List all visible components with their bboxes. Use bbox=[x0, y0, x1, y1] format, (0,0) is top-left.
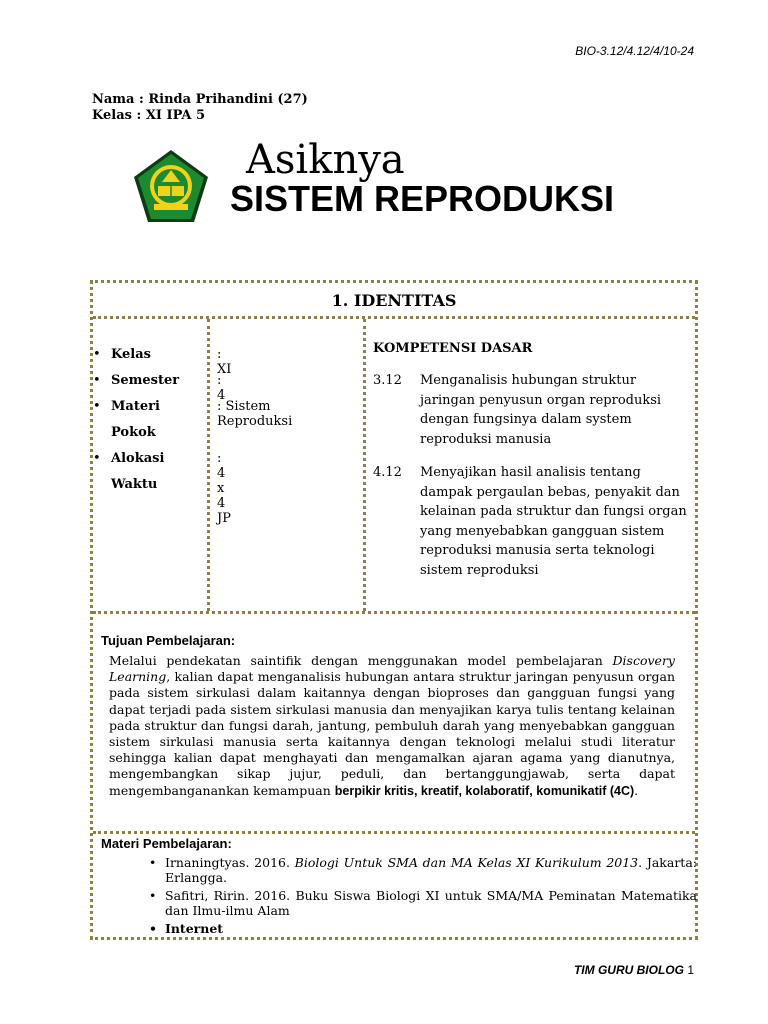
divider bbox=[93, 316, 695, 319]
title-line-2: SISTEM REPRODUKSI bbox=[230, 178, 615, 219]
meta-key: Semester bbox=[111, 373, 180, 388]
kompetensi-item bbox=[373, 463, 691, 580]
tujuan-paragraph: Melalui pendekatan saintifik dengan menggunakan model pembelajaran Discovery Learning, kalian dapat menganalisis hubungan antara struktur jaringan penyusun organ pada sistem sirkulasi dalam kaitannya dengan bioproses dan gangguan fungsi yang dapat terjadi pada sistem sirkulasi manusia dan menyajikan karya tulis tentang kelainan pada struktur dan fungsi darah, jantung, pembuluh darah yang menyebabkan gangguan sistem sirkulasi manusia serta kaitannya dengan teknologi melalui studi literatur sehingga kalian dapat menghayati dan mengamalkan ajaran agama yang dianutnya, mengembangkan sikap jujur, peduli, dan bertanggungjawab, serta dapat mengembanganankan kemampuan berpikir kritis, kreatif, kolaboratif, komunikatif (4C). bbox=[109, 653, 675, 798]
meta-value: : 4 bbox=[217, 373, 226, 403]
meta-key: Materi bbox=[111, 399, 160, 414]
meta-key: Kelas bbox=[111, 347, 151, 362]
section-title: 1. IDENTITAS bbox=[331, 291, 457, 310]
kompetensi-number: 3.12 bbox=[373, 373, 402, 388]
kemenag-logo-icon bbox=[132, 148, 210, 226]
meta-key: Alokasi bbox=[111, 451, 165, 466]
student-identity bbox=[92, 92, 308, 124]
page-footer bbox=[574, 963, 694, 977]
column-divider bbox=[363, 319, 366, 611]
list-item: • Internet bbox=[149, 921, 697, 936]
list-item: • Safitri, Ririn. 2016. Buku Siswa Biologi XI untuk SMA/MA Peminatan Matematika dan Ilmu-ilmu Alam bbox=[149, 888, 697, 918]
meta-value: : 4 x 4 JP bbox=[217, 451, 231, 526]
meta-value: : XI bbox=[217, 347, 232, 377]
kompetensi-text: Menyajikan hasil analisis tentang dampak pergaulan bebas, penyakit dan kelainan pada struktur dan fungsi organ yang menyebabkan gangguan sistem reproduksi manusia serta teknologi sistem reproduksi bbox=[420, 465, 687, 578]
content-frame: 1. IDENTITAS • Kelas : XI • Semester : 4 • Materi Pokok : Sistem Reproduksi • Alokasi Waktu : 4 x 4 JP KOMPETENSI DASAR 3.12 Menganalisis hubungan struktur jaringan penyusun organ reproduksi dengan fungsinya dalam system reproduksi manusia 4.12 Menyajikan hasil analisis tentang dampak pergaulan bebas, penyakit dan kelainan pada struktur dan fungsi organ yang menyebabkan gangguan sistem reproduksi manusia serta teknologi sistem reproduksi Tujuan Pembelajaran: Melalui pendekatan saintifik dengan menggunakan model pembelajaran Discovery Learning, kalian dapat menganalisis hubungan antara struktur jaringan penyusun organ pada sistem sirkulasi dalam kaitannya dengan bioproses dan gangguan fungsi yang dapat terjadi pada sistem sirkulasi manusia dan menyajikan karya tulis tentang kelainan pada struktur dan fungsi darah, jantung, pembuluh darah yang menyebabkan gangguan sistem sirkulasi manusia serta kaitannya dengan teknologi melalui studi literatur sehingga kalian dapat menghayati dan mengamalkan ajaran agama yang dianutnya, mengembangkan sikap jujur, peduli, dan bertanggungjawab, serta dapat mengembanganankan kemampuan berpikir kritis, kreatif, kolaboratif, komunikatif (4C). Materi Pembelajaran: • Irnaningtyas. 2016. Biologi Untuk SMA dan MA Kelas XI Kurikulum 2013. Jakarta: Erlangga. • Safitri, Ririn. 2016. Buku Siswa Biologi XI untuk SMA/MA Peminatan Matematika dan Ilmu-ilmu Alam • Internet bbox=[90, 280, 698, 940]
kompetensi-item bbox=[373, 371, 691, 449]
title-line-1: Asiknya bbox=[246, 137, 405, 183]
tujuan-heading: Tujuan Pembelajaran: bbox=[101, 633, 236, 648]
meta-value: : Sistem Reproduksi bbox=[217, 399, 293, 429]
kompetensi-number: 4.12 bbox=[373, 465, 402, 480]
list-item: • Irnaningtyas. 2016. Biologi Untuk SMA dan MA Kelas XI Kurikulum 2013. Jakarta: Erlangga. bbox=[149, 855, 697, 885]
materi-heading: Materi Pembelajaran: bbox=[101, 836, 232, 851]
reference-list bbox=[149, 855, 697, 939]
student-class: Kelas : XI IPA 5 bbox=[92, 108, 206, 123]
divider bbox=[93, 831, 695, 834]
column-divider bbox=[207, 319, 210, 611]
meta-key-cont: Waktu bbox=[111, 477, 158, 492]
meta-key-cont: Pokok bbox=[111, 425, 156, 440]
page-number: 1 bbox=[687, 963, 694, 977]
kompetensi-heading: KOMPETENSI DASAR bbox=[373, 341, 533, 356]
divider bbox=[93, 611, 695, 614]
student-name: Nama : Rinda Prihandini (27) bbox=[92, 92, 308, 107]
footer-label: TIM GURU BIOLOG bbox=[573, 963, 684, 977]
kompetensi-text: Menganalisis hubungan struktur jaringan penyusun organ reproduksi dengan fungsinya dalam system reproduksi manusia bbox=[420, 373, 662, 447]
document-code: BIO-3.12/4.12/4/10-24 bbox=[575, 44, 694, 58]
